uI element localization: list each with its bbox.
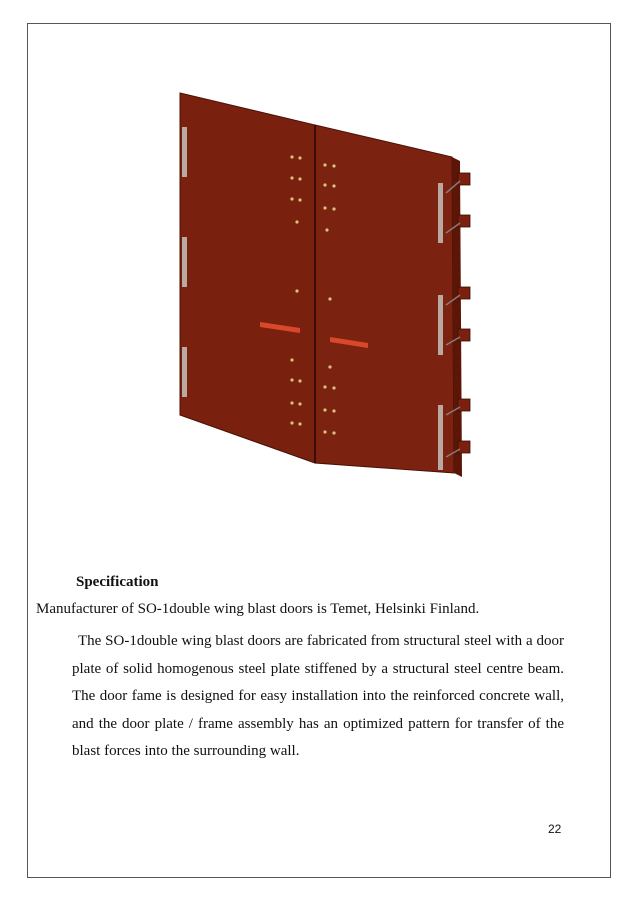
blast-door-figure [160,85,480,505]
manufacturer-line: Manufacturer of SO-1double wing blast doors is Temet, Helsinki Finland. [36,601,480,617]
right-hinges [438,183,443,470]
left-hinges [182,127,187,397]
right-door-leaf [315,125,454,473]
specification-paragraph: The SO-1double wing blast doors are fabricated from structural steel with a door plate of solid homogenous steel plate stiffened by a structural steel centre beam. The door fame is designed for easy installation into the reinforced concrete wall, and the door plate / frame assembly has an optimized pattern for transfer of the blast forces into the surrounding wall. [72,633,564,759]
left-door-leaf [180,93,315,463]
page-number: 22 [548,822,562,836]
section-heading: Specification [76,574,159,590]
